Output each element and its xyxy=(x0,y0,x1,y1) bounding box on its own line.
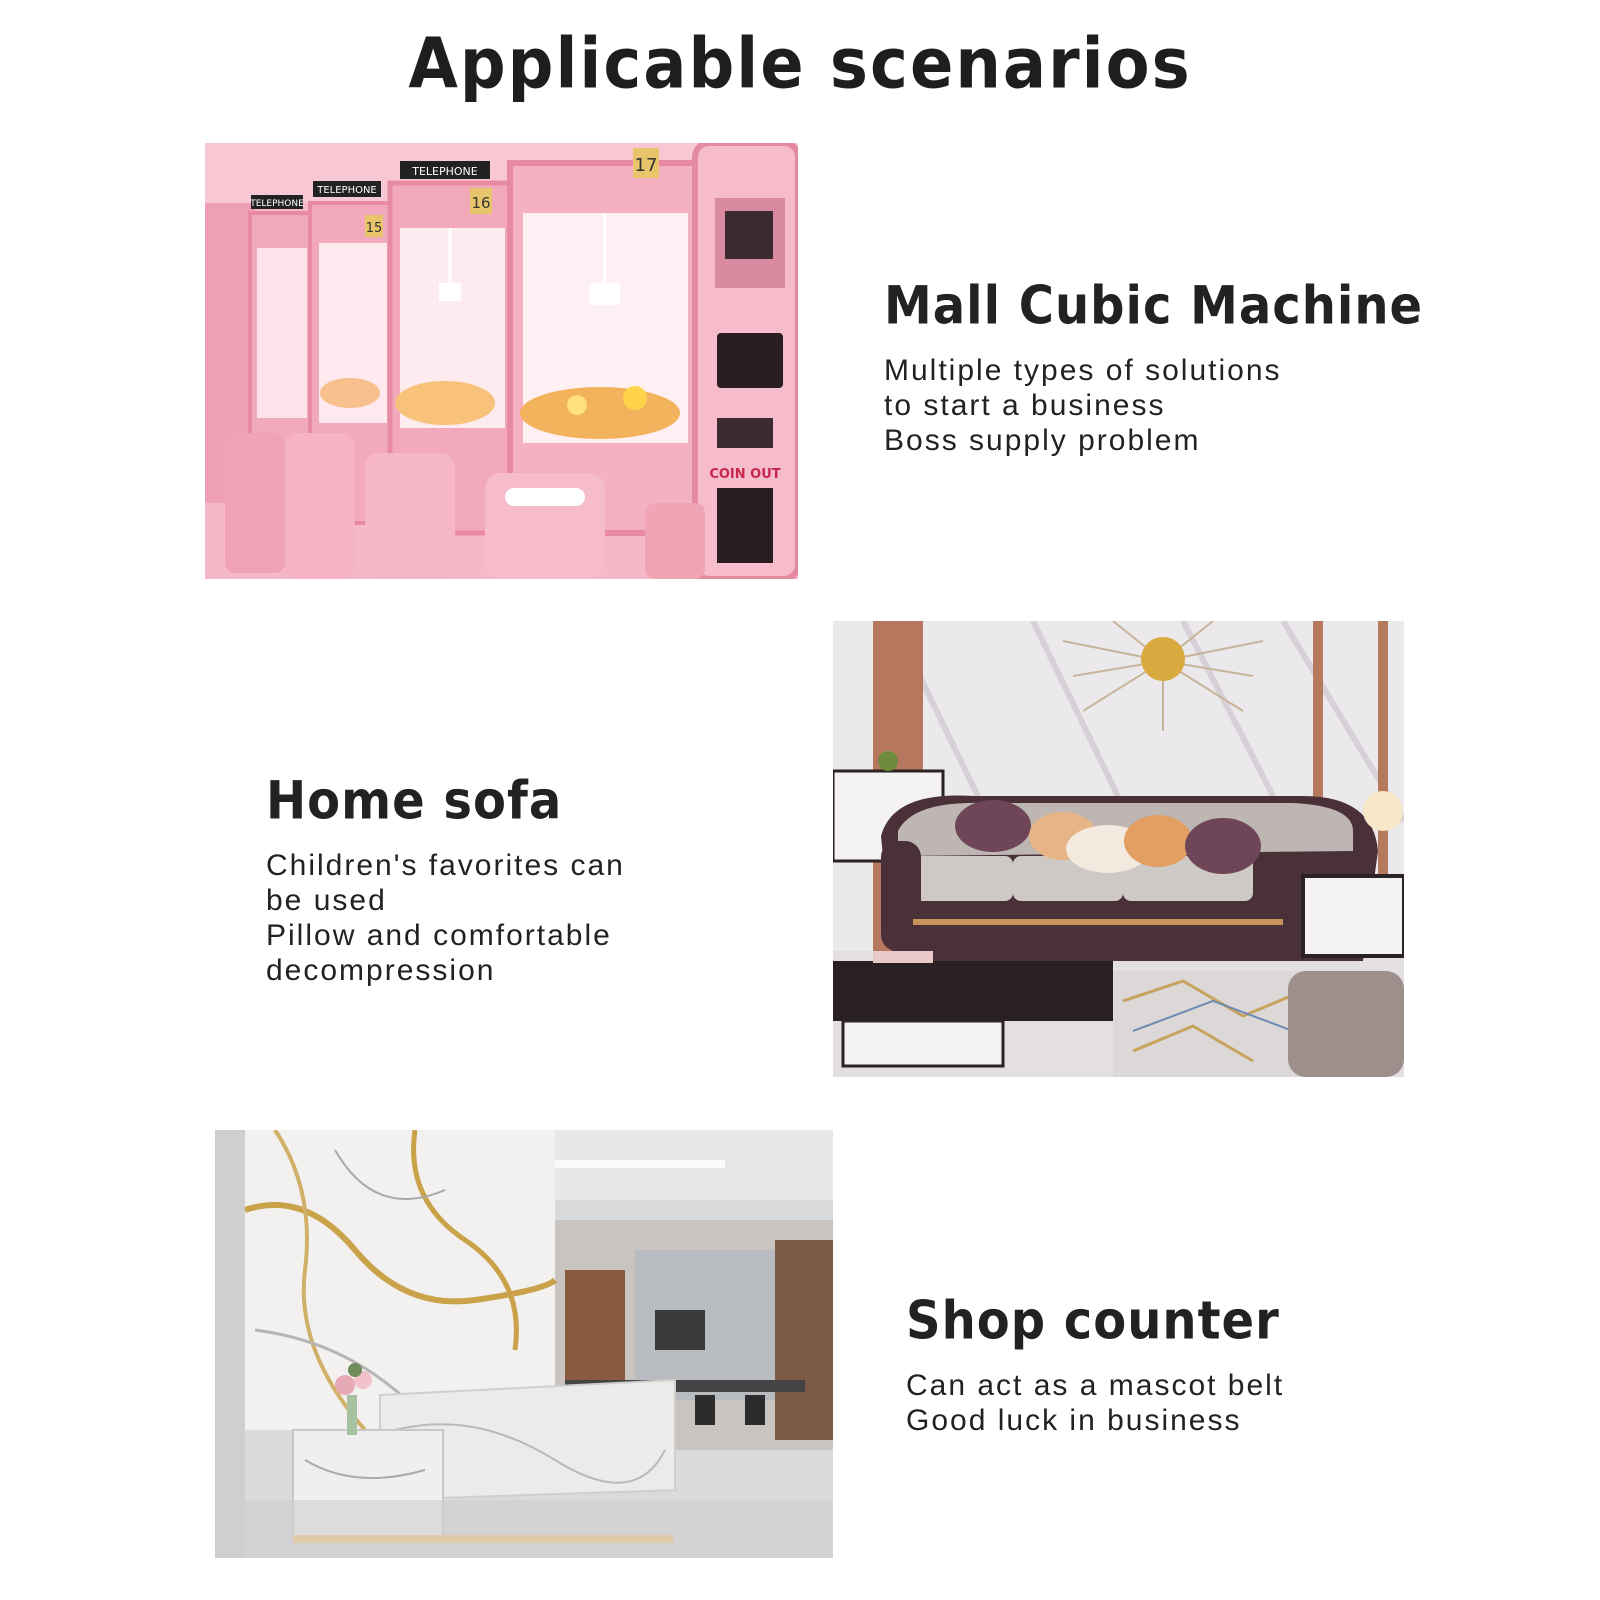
home-sofa-photo xyxy=(833,621,1404,1077)
coin-out-label: COIN OUT xyxy=(709,467,781,482)
machine-number-17: 17 xyxy=(634,155,658,176)
scenario-mall-cubic-machine xyxy=(884,275,1423,458)
scenario-line: Children's favorites can xyxy=(266,849,625,882)
scenario-home-sofa xyxy=(266,770,625,988)
scenario-title: Shop counter xyxy=(906,1290,1280,1352)
scenario-title: Mall Cubic Machine xyxy=(884,275,1424,337)
scenario-title: Home sofa xyxy=(266,770,563,832)
shop-counter-photo xyxy=(215,1130,833,1558)
scenario-shop-counter xyxy=(906,1290,1284,1438)
scenario-line: Pillow and comfortable xyxy=(266,919,612,952)
scenario-line: to start a business xyxy=(884,389,1166,422)
scenario-line: Boss supply problem xyxy=(884,424,1201,457)
scenario-line: Good luck in business xyxy=(906,1404,1242,1437)
sign-telephone-2: TELEPHONE xyxy=(317,185,377,196)
machine-number-15: 15 xyxy=(365,221,383,236)
scenario-line: Can act as a mascot belt xyxy=(906,1369,1285,1402)
claw-machine-photo xyxy=(205,143,798,579)
scenario-line: Multiple types of solutions xyxy=(884,354,1282,387)
scenario-line: be used xyxy=(266,884,387,917)
sign-telephone-1: TELEPHONE xyxy=(250,199,304,209)
machine-number-16: 16 xyxy=(471,194,491,212)
scenario-line: decompression xyxy=(266,954,496,987)
page-title: Applicable scenarios xyxy=(408,25,1192,105)
sign-telephone-3: TELEPHONE xyxy=(412,165,478,178)
